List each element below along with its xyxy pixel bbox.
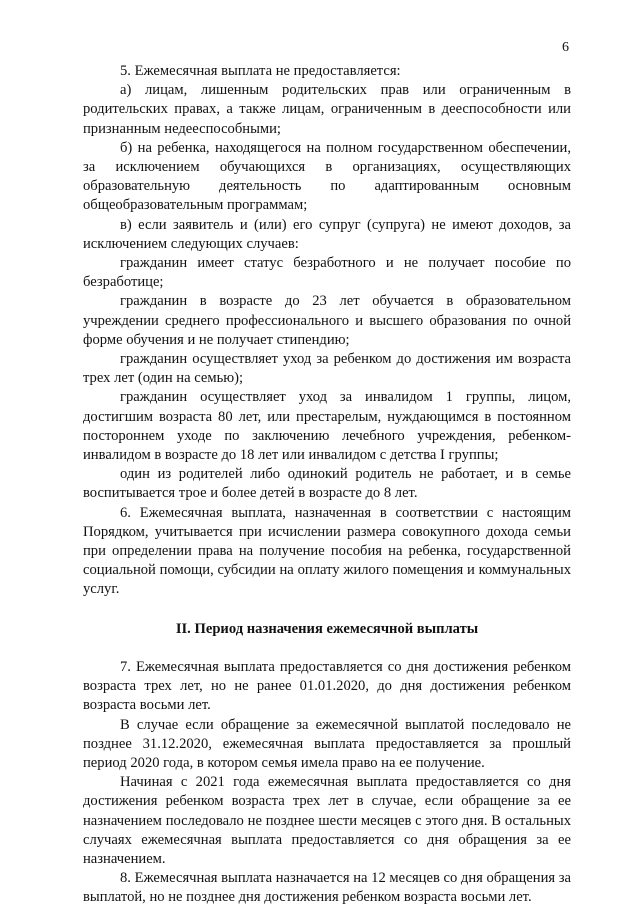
paragraph-item-5a: а) лицам, лишенным родительских прав или ограниченным в родительских правах, а также лицам, ограниченным в дееспособности или признанным недееспособными; — [83, 82, 571, 137]
paragraph-item-7-2021: Начиная с 2021 года ежемесячная выплата предоставляется со дня достижения ребенком возраста трех лет в случае, если обращение за ее назначением последовало не позднее шести месяцев с этого дня. В остальных случаях ежемесячная выплата предоставляется со дня обращения за ее назначением. — [83, 774, 571, 867]
paragraph-item-8: 8. Ежемесячная выплата назначается на 12 месяцев со дня обращения за выплатой, но не позднее дня достижения ребенком возраста восьми лет. — [83, 870, 571, 906]
paragraph-item-5b: б) на ребенка, находящегося на полном государственном обеспечении, за исключением обучающихся в организациях, осуществляющих образовательную деятельность по адаптированным основным общеобразовательным программам; — [83, 139, 571, 214]
paragraph-case-childcare: гражданин осуществляет уход за ребенком до достижения им возраста трех лет (один на семью); — [83, 351, 571, 387]
paragraph-item-5v: в) если заявитель и (или) его супруг (супруга) не имеют доходов, за исключением следующих случаев: — [83, 216, 571, 252]
paragraph-case-student: гражданин в возрасте до 23 лет обучается в образовательном учреждении среднего профессионального и высшего образования по очной форме обучения и не получает стипендию; — [83, 293, 571, 348]
paragraph-case-disabled-care: гражданин осуществляет уход за инвалидом 1 группы, лицом, достигшим возраста 80 лет, или престарелым, нуждающимся в постоянном постороннем уходе по заключению лечебного учреждения, ребенком-инвалидом в возрасте до 18 лет или инвалидом с детства I группы; — [83, 389, 571, 464]
paragraph-item-7-2020: В случае если обращение за ежемесячной выплатой последовало не позднее 31.12.2020, ежемесячная выплата предоставляется за прошлый период 2020 года, в котором семья имела право на ее получение. — [83, 716, 571, 771]
paragraph-case-unemployed: гражданин имеет статус безработного и не получает пособие по безработице; — [83, 255, 571, 291]
section-after — [83, 658, 571, 908]
page-number: 6 — [562, 40, 569, 55]
paragraph-case-large-family: один из родителей либо одинокий родитель не работает, и в семье воспитывается трое и более детей в возрасте до 8 лет. — [83, 466, 571, 502]
section-heading: II. Период назначения ежемесячной выплаты — [175, 620, 479, 637]
paragraph-item-5: 5. Ежемесячная выплата не предоставляется: — [120, 63, 401, 79]
section-before — [83, 62, 571, 600]
document-body — [83, 62, 571, 908]
paragraph-item-7: 7. Ежемесячная выплата предоставляется со дня достижения ребенком возраста трех лет, но не ранее 01.01.2020, до дня достижения ребенком возраста восьми лет. — [83, 658, 571, 714]
paragraph-item-6: 6. Ежемесячная выплата, назначенная в соответствии с настоящим Порядком, учитывается при исчислении размера совокупного дохода семьи при определении права на получение пособия на ребенка, государственной социальной помощи, субсидии на оплату жилого помещения и коммунальных услуг. — [83, 504, 571, 598]
